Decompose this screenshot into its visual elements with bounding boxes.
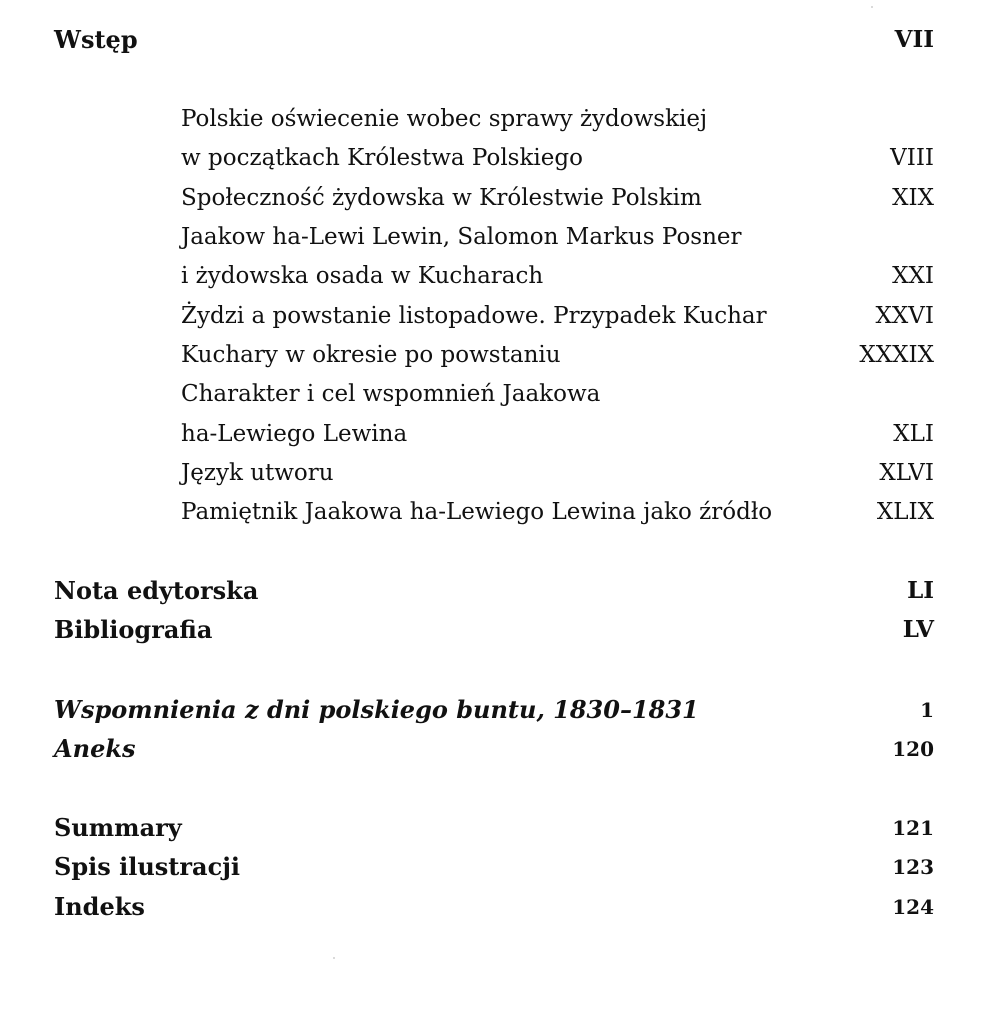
entry-page-number: LI: [907, 577, 934, 604]
toc-subentry: [0, 453, 1002, 493]
toc-subentry: [0, 178, 1002, 218]
toc-subentry-line: [0, 374, 1002, 414]
entry-page-number: XXI: [892, 263, 934, 289]
entry-page-number: 123: [892, 855, 934, 879]
entry-page-number: XLIX: [876, 499, 934, 525]
toc-entry-wspomnienia: [0, 690, 1002, 730]
entry-title: Społeczność żydowska w Królestwie Polskim: [181, 185, 702, 211]
toc-subentry: [0, 256, 1002, 296]
entry-page-number: XIX: [892, 185, 934, 211]
entry-title: Charakter i cel wspomnień Jaakowa: [181, 381, 601, 407]
entry-page-number: VII: [894, 26, 934, 53]
toc-subentry-line: [0, 99, 1002, 139]
toc-entry-aneks: [0, 729, 1002, 769]
entry-page-number: XXVI: [875, 303, 934, 329]
entry-title: w początkach Królestwa Polskiego: [181, 145, 583, 171]
toc-entry-bibliografia: [0, 610, 1002, 650]
entry-page-number: VIII: [890, 145, 934, 171]
entry-title: Wspomnienia z dni polskiego buntu, 1830–1831: [54, 695, 699, 724]
entry-title: Język utworu: [181, 460, 334, 486]
entry-page-number: XLI: [893, 421, 934, 447]
entry-title: Summary: [54, 813, 182, 842]
toc-subentry: [0, 492, 1002, 532]
entry-title: i żydowska osada w Kucharach: [181, 263, 544, 289]
toc-entry-indeks: [0, 887, 1002, 927]
entry-title: Spis ilustracji: [54, 852, 240, 881]
entry-page-number: 1: [920, 698, 934, 722]
entry-page-number: XXXIX: [859, 342, 934, 368]
entry-page-number: LV: [902, 616, 934, 643]
entry-title: Żydzi a powstanie listopadowe. Przypadek Kuchar: [181, 303, 767, 329]
entry-page-number: 124: [892, 895, 934, 919]
toc-entry-wstep: [0, 20, 1002, 60]
toc-subentry: [0, 138, 1002, 178]
toc-subentry: [0, 296, 1002, 336]
scan-speck: [333, 957, 335, 959]
entry-title: Polskie oświecenie wobec sprawy żydowskiej: [181, 106, 708, 132]
entry-title: Kuchary w okresie po powstaniu: [181, 342, 561, 368]
toc-subentry: [0, 335, 1002, 375]
entry-title: Aneks: [54, 734, 136, 763]
entry-title: Wstęp: [54, 25, 138, 54]
toc-subentry: [0, 414, 1002, 454]
entry-title: Indeks: [54, 892, 145, 921]
entry-title: Jaakow ha-Lewi Lewin, Salomon Markus Posner: [181, 224, 742, 250]
entry-page-number: 120: [892, 737, 934, 761]
toc-entry-summary: [0, 808, 1002, 848]
entry-page-number: XLVI: [879, 460, 934, 486]
scan-speck: [871, 6, 873, 8]
entry-title: ha-Lewiego Lewina: [181, 421, 408, 447]
toc-entry-nota-edytorska: [0, 571, 1002, 611]
entry-title: Pamiętnik Jaakowa ha-Lewiego Lewina jako źródło: [181, 499, 773, 525]
entry-title: Nota edytorska: [54, 576, 259, 605]
toc-subentry-line: [0, 217, 1002, 257]
entry-title: Bibliografia: [54, 615, 213, 644]
entry-page-number: 121: [892, 816, 934, 840]
toc-entry-spis-ilustracji: [0, 847, 1002, 887]
